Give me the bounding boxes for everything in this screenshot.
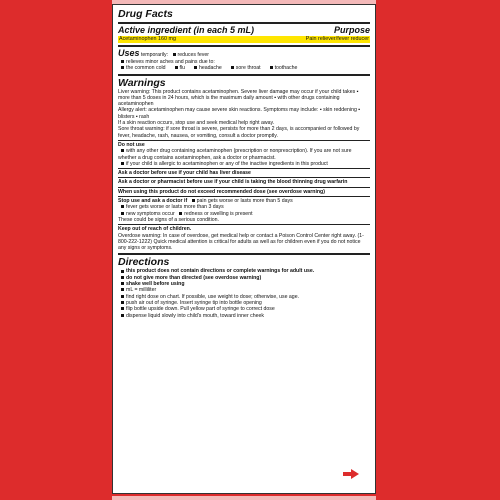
bullet-icon [121, 314, 124, 317]
drug-facts-panel [112, 4, 376, 494]
bullet-icon [121, 301, 124, 304]
bullet-icon [194, 66, 197, 69]
when-using-warning: When using this product do not exceed recommended dose (see overdose warning) [118, 187, 370, 195]
uses-item: sore throat [235, 65, 261, 72]
ingredient-text: Acetaminophen 160 mg [119, 36, 176, 42]
purpose-text: Pain reliever/fever reducer [305, 36, 369, 42]
uses-section [118, 45, 370, 72]
direction-item: dispense liquid slowly into child's mouth, toward inner cheek [126, 312, 264, 319]
bullet-icon [121, 212, 124, 215]
active-ingredient-label: Active ingredient (in each 5 mL) [118, 25, 255, 35]
direction-item: shake well before using [126, 281, 185, 288]
ask-doctor-warfarin: Ask a doctor or pharmacist before use if your child is taking the blood thinning drug warfarin [118, 177, 370, 185]
stop-item: fever gets worse or lasts more than 3 days [126, 204, 224, 211]
directions-title: Directions [118, 256, 170, 269]
bullet-icon [121, 288, 124, 291]
uses-title: Uses [118, 48, 140, 58]
stop-item: redness or swelling is present [184, 210, 253, 217]
do-not-use-item: if your child is allergic to acetaminophen or any of the inactive ingredients in this product [126, 160, 328, 167]
ask-doctor-liver: Ask a doctor before use if your child has liver disease [118, 168, 370, 176]
liver-warning: Liver warning: This product contains acetaminophen. Severe liver damage may occur if your child takes ▪ more than 5 doses in 24 hours, which is the maximum daily amount ▪ with other drugs containing acetaminophen [118, 88, 359, 108]
allergy-alert: Allergy alert: acetaminophen may cause severe skin reactions. Symptoms may include: ▪ skin reddening ▪ blisters ▪ rash [118, 107, 361, 120]
uses-relieves: relieves minor aches and pains due to: [126, 59, 215, 65]
bullet-icon [175, 66, 178, 69]
bullet-icon [270, 66, 273, 69]
stop-item: new symptoms occur [126, 210, 175, 217]
direction-item: this product does not contain directions or complete warnings for adult use. [126, 268, 315, 275]
uses-temp: temporarily: [140, 52, 169, 58]
uses-item: headache [199, 65, 222, 72]
bullet-icon [173, 53, 176, 56]
allergy-followup: If a skin reaction occurs, stop use and seek medical help right away. [118, 120, 275, 127]
direction-item: do not give more than directed (see overdose warning) [126, 274, 262, 281]
overdose-warning: Overdose warning: In case of overdose, get medical help or contact a Poison Control Center right away. (1-800-222-1222) Quick medical attention is critical for adults as well as for children even if you do not notice any signs or symptoms. [118, 232, 364, 252]
purpose-label: Purpose [333, 25, 370, 35]
warnings-title: Warnings [118, 76, 166, 89]
drug-facts-title: Drug Facts [118, 8, 173, 20]
bullet-icon [192, 199, 195, 202]
directions-section [118, 253, 370, 318]
stop-use-title: Stop use and ask a doctor if [118, 198, 188, 205]
bullet-icon [121, 149, 124, 152]
direction-item: push air out of syringe. Insert syringe tip into bottle opening [126, 299, 262, 306]
active-ingredient-row [118, 36, 370, 43]
bullet-icon [121, 282, 124, 285]
bullet-icon [231, 66, 234, 69]
bullet-icon [121, 270, 124, 273]
sore-throat-warning: Sore throat warning: if sore throat is severe, persists for more than 2 days, is accompanied or followed by fever, headache, rash, nausea, or vomiting, consult a doctor promptly. [118, 126, 360, 139]
active-ingredient-section [118, 22, 370, 43]
direction-item: flip bottle upside down. Pull yellow part of syringe to correct dose [126, 306, 275, 313]
uses-item: the common cold [126, 65, 166, 72]
direction-item: find right dose on chart. If possible, use weight to dose; otherwise, use age. [126, 293, 300, 300]
bullet-icon [179, 212, 182, 215]
bullet-icon [121, 307, 124, 310]
continue-arrow-icon [351, 469, 359, 479]
uses-fever: reduces fever [177, 52, 209, 58]
bottom-band [112, 496, 376, 500]
bullet-icon [121, 60, 124, 63]
uses-item: flu [179, 65, 185, 72]
bullet-icon [121, 162, 124, 165]
bullet-icon [121, 66, 124, 69]
do-not-use-title: Do not use [118, 140, 370, 148]
stop-note: These could be signs of a serious condition. [118, 216, 219, 223]
warnings-section [118, 74, 370, 252]
stop-item: pain gets worse or lasts more than 5 days [196, 198, 293, 205]
bullet-icon [121, 205, 124, 208]
direction-item: mL = milliliter [126, 287, 157, 294]
bullet-icon [121, 295, 124, 298]
do-not-use-item: with any other drug containing acetaminophen (prescription or nonprescription). If you are not sure whether a drug contains acetaminophen, ask a doctor or pharmacist. [118, 148, 352, 161]
uses-item: toothache [274, 65, 298, 72]
bullet-icon [121, 276, 124, 279]
keep-out-of-reach: Keep out of reach of children. [118, 224, 370, 232]
